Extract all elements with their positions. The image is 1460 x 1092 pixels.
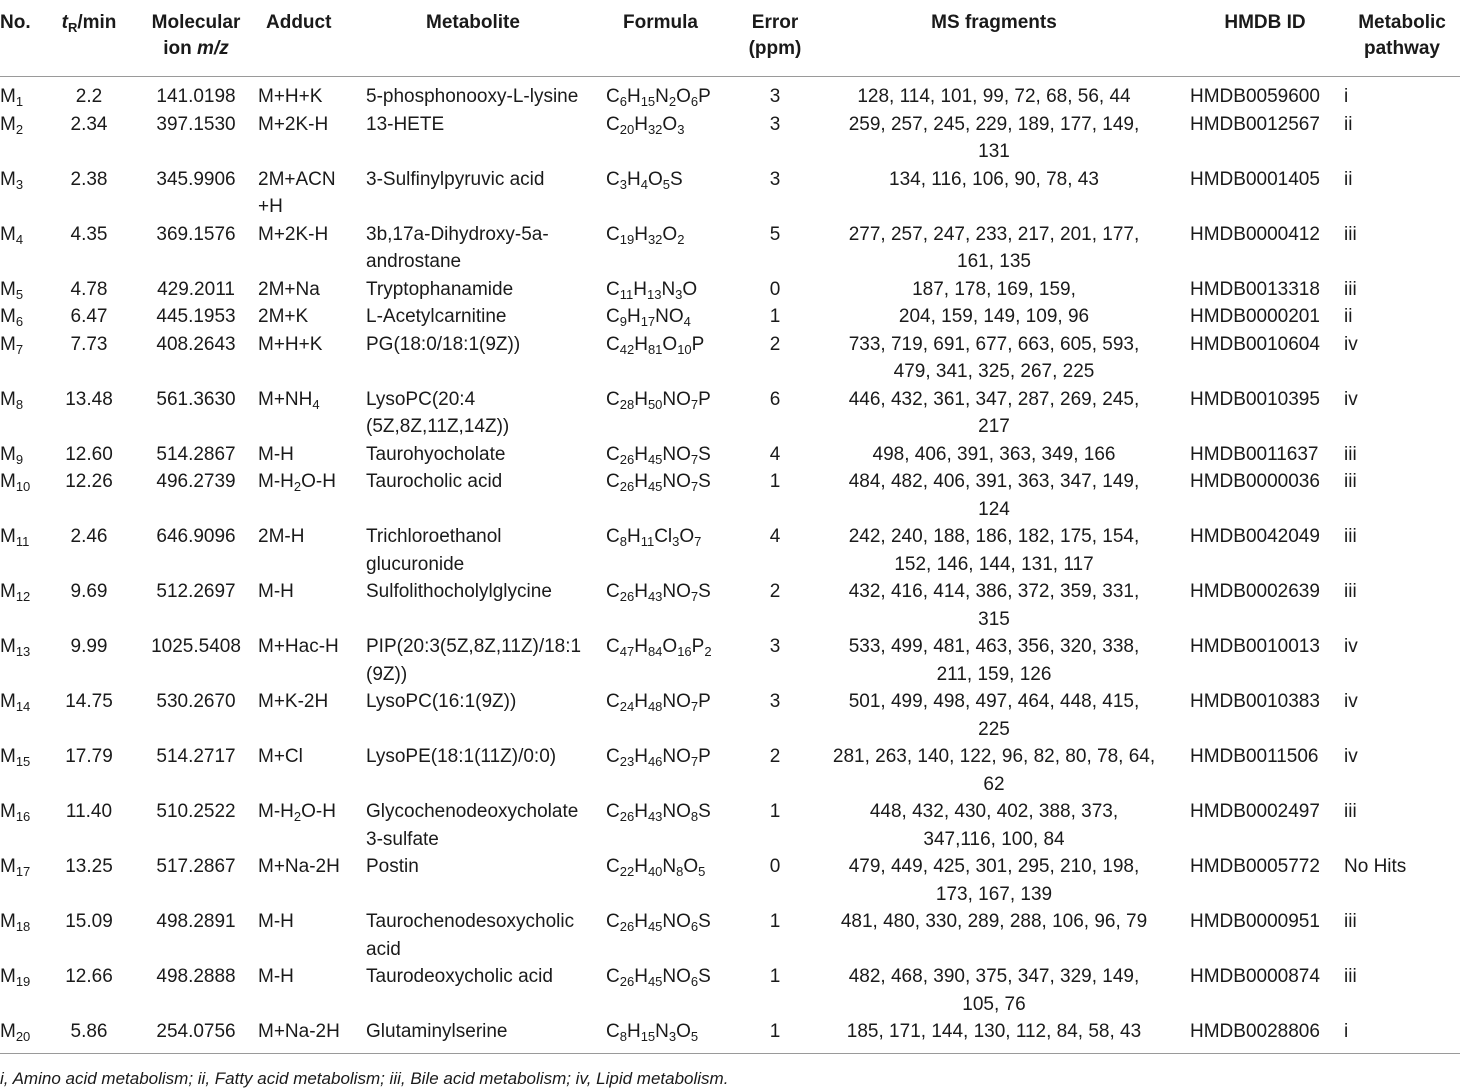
cell-ms-fragments: 204, 159, 149, 109, 96 [898,306,1090,327]
cell-adduct: 2M+K [258,306,309,327]
cell-hmdb-id: HMDB0000412 [1190,223,1320,245]
header-no: No. [0,12,31,33]
cell-hmdb-id: HMDB0010013 [1190,636,1320,657]
cell-adduct: $M-H_2O-H$ [258,471,336,494]
cell-error: 2 [769,333,781,355]
cell-metabolic-pathway: iii [1344,278,1357,300]
cell-adduct: $M-H_2O-H$ [258,801,336,824]
table-header [0,0,1460,77]
cell-error: 2 [769,581,781,602]
cell-adduct: M+Cl [258,746,303,767]
cell-metabolic-pathway: iii [1344,801,1357,822]
cell-metabolic-pathway: i [1344,86,1349,107]
cell-error: 1 [769,801,781,822]
cell-error: 1 [769,471,781,492]
header-hmdb-id: HMDB ID [1224,12,1306,33]
cell-error: 2 [769,746,781,767]
cell-retention-time: 12.26 [65,471,113,492]
cell-retention-time: 2.46 [70,526,108,547]
cell-ms-fragments: 277, 257, 247, 233, 217, 201, 177, 161, 135 [848,223,1140,272]
cell-hmdb-id: HMDB0010604 [1190,333,1320,355]
cell-formula: $C_{26}H_{43}NO_8S$ [606,801,711,824]
cell-ms-fragments: 482, 468, 390, 375, 347, 329, 149, 105, 76 [848,966,1140,1015]
cell-retention-time: 2.34 [70,113,108,135]
cell-hmdb-id: HMDB0001405 [1190,168,1320,190]
table-row [0,441,1460,469]
table-row [0,221,1460,276]
cell-metabolic-pathway: iv [1344,388,1358,410]
cell-hmdb-id: HMDB0010383 [1190,691,1320,712]
cell-molecular-ion: 530.2670 [156,691,236,712]
cell-metabolite: 5-phosphonooxy-L-lysine [366,86,579,107]
cell-ms-fragments: 242, 240, 188, 186, 182, 175, 154, 152, 146, 144, 131, 117 [848,526,1140,575]
cell-no: $M_9$ [0,443,24,467]
cell-formula: $C_8H_{15}N_3O_5$ [606,1021,699,1044]
table-row [0,963,1460,1018]
cell-metabolite: LysoPE(18:1(11Z)/0:0) [366,746,557,767]
cell-adduct: M-H [258,443,294,465]
cell-molecular-ion: 445.1953 [156,306,236,327]
cell-hmdb-id: HMDB0012567 [1190,113,1320,135]
cell-molecular-ion: 517.2867 [156,856,236,877]
cell-retention-time: 9.69 [70,581,108,602]
cell-molecular-ion: 141.0198 [156,86,236,107]
cell-ms-fragments: 446, 432, 361, 347, 287, 269, 245, 217 [848,388,1140,437]
cell-metabolite: Glycochenodeoxycholate 3-sulfate [366,801,579,850]
cell-retention-time: 7.73 [70,333,108,355]
cell-adduct: M+Hac-H [258,636,339,657]
cell-error: 4 [769,526,781,547]
cell-adduct: M+K-2H [258,691,329,712]
cell-error: 1 [769,966,781,987]
cell-error: 0 [769,278,781,300]
cell-metabolic-pathway: No Hits [1344,856,1407,877]
table-footnote: i, Amino acid metabolism; ii, Fatty acid metabolism; iii, Bile acid metabolism; iv, Lipid metabolism. [0,1069,729,1088]
cell-formula: $C_6H_{15}N_2O_6P$ [606,86,711,109]
table-row [0,688,1460,743]
cell-metabolite: L-Acetylcarnitine [366,306,507,327]
cell-hmdb-id: HMDB0005772 [1190,856,1320,877]
cell-hmdb-id: HMDB0000036 [1190,471,1320,492]
cell-formula: $C_{26}H_{45}NO_6S$ [606,966,711,989]
cell-hmdb-id: HMDB0059600 [1190,86,1320,107]
cell-molecular-ion: 496.2739 [156,471,236,492]
cell-ms-fragments: 259, 257, 245, 229, 189, 177, 149, 131 [848,113,1140,162]
cell-hmdb-id: HMDB0011506 [1190,746,1319,767]
cell-formula: $C_{23}H_{46}NO_7P$ [606,746,711,769]
cell-retention-time: 11.40 [65,801,113,822]
cell-ms-fragments: 281, 263, 140, 122, 96, 82, 80, 78, 64, 62 [832,746,1156,795]
cell-metabolic-pathway: iv [1344,746,1358,767]
cell-adduct: 2M-H [258,526,305,547]
cell-adduct: M+Na-2H [258,856,340,877]
cell-molecular-ion: 498.2891 [156,911,236,932]
header-error: Error (ppm) [748,12,802,59]
cell-no: $M_{16}$ [0,801,31,824]
table-row [0,743,1460,798]
cell-error: 3 [769,691,781,712]
cell-ms-fragments: 479, 449, 425, 301, 295, 210, 198, 173, 167, 139 [848,856,1140,905]
cell-metabolic-pathway: iv [1344,691,1358,712]
cell-adduct: 2M+Na [258,278,320,300]
cell-error: 3 [769,113,781,135]
cell-adduct: M+2K-H [258,223,329,245]
cell-molecular-ion: 254.0756 [156,1021,236,1042]
table-row [0,633,1460,688]
cell-metabolite: Postin [366,856,419,877]
cell-formula: $C_9H_{17}NO_4$ [606,306,691,329]
cell-formula: $C_{26}H_{45}NO_7S$ [606,443,711,467]
cell-formula: $C_{42}H_{81}O_{10}P$ [606,333,705,357]
cell-hmdb-id: HMDB0000951 [1190,911,1320,932]
cell-retention-time: 12.60 [65,443,113,465]
table-row [0,331,1460,386]
cell-retention-time: 14.75 [65,691,113,712]
header-ms-fragments: MS fragments [931,12,1057,33]
cell-error: 4 [769,443,781,465]
cell-formula: $C_{22}H_{40}N_8O_5$ [606,856,706,879]
cell-no: $M_1$ [0,86,24,109]
header-adduct: Adduct [266,12,332,33]
cell-no: $M_5$ [0,278,24,302]
cell-error: 6 [769,388,781,410]
table-row [0,1018,1460,1053]
cell-molecular-ion: 408.2643 [156,333,236,355]
cell-formula: $C_{26}H_{43}NO_7S$ [606,581,711,604]
cell-molecular-ion: 514.2867 [156,443,236,465]
cell-error: 3 [769,636,781,657]
cell-hmdb-id: HMDB0028806 [1190,1021,1320,1042]
cell-formula: $C_{24}H_{48}NO_7P$ [606,691,711,714]
table-row [0,908,1460,963]
cell-molecular-ion: 498.2888 [156,966,236,987]
cell-no: $M_{18}$ [0,911,31,934]
cell-ms-fragments: 733, 719, 691, 677, 663, 605, 593, 479, 341, 325, 267, 225 [848,333,1140,382]
cell-no: $M_3$ [0,168,24,192]
table-row [0,468,1460,523]
cell-ms-fragments: 432, 416, 414, 386, 372, 359, 331, 315 [848,581,1140,630]
cell-metabolite: Taurocholic acid [366,471,503,492]
cell-molecular-ion: 397.1530 [156,113,236,135]
cell-formula: $C_{28}H_{50}NO_7P$ [606,388,711,412]
cell-error: 1 [769,1021,781,1042]
cell-no: $M_6$ [0,306,24,329]
table-row [0,853,1460,908]
cell-hmdb-id: HMDB0010395 [1190,388,1320,410]
cell-metabolic-pathway: iii [1344,966,1357,987]
cell-no: $M_{17}$ [0,856,31,879]
cell-metabolite: LysoPC(16:1(9Z)) [366,691,517,712]
cell-molecular-ion: 510.2522 [156,801,236,822]
header-molecular-ion: Molecular ion m/z [151,12,241,59]
cell-retention-time: 17.79 [65,746,113,767]
cell-ms-fragments: 481, 480, 330, 289, 288, 106, 96, 79 [840,911,1148,932]
table-row [0,276,1460,304]
cell-hmdb-id: HMDB0042049 [1190,526,1320,547]
cell-metabolite: Tryptophanamide [366,278,514,300]
table-row [0,523,1460,578]
cell-no: $M_2$ [0,113,24,137]
cell-molecular-ion: 514.2717 [156,746,236,767]
cell-no: $M_7$ [0,333,24,357]
cell-adduct: M+H+K [258,86,323,107]
cell-metabolic-pathway: iv [1344,333,1358,355]
cell-no: $M_{19}$ [0,966,31,989]
cell-error: 0 [769,856,781,877]
cell-metabolite: PG(18:0/18:1(9Z)) [366,333,521,355]
cell-no: $M_{10}$ [0,471,31,494]
cell-formula: $C_{26}H_{45}NO_7S$ [606,471,711,494]
cell-metabolic-pathway: iii [1344,526,1357,547]
cell-no: $M_4$ [0,223,24,247]
cell-adduct: M+H+K [258,333,323,355]
cell-retention-time: 5.86 [70,1021,108,1042]
table-row [0,578,1460,633]
cell-formula: $C_3H_4O_5S$ [606,168,683,192]
cell-adduct: $M+NH_4$ [258,388,320,412]
cell-ms-fragments: 501, 499, 498, 497, 464, 448, 415, 225 [848,691,1140,740]
cell-no: $M_8$ [0,388,24,412]
cell-metabolic-pathway: iv [1344,636,1358,657]
cell-metabolic-pathway: iii [1344,443,1357,465]
cell-error: 1 [769,306,781,327]
cell-retention-time: 4.35 [70,223,108,245]
cell-no: $M_{20}$ [0,1021,31,1044]
cell-adduct: 2M+ACN +H [258,168,336,217]
cell-hmdb-id: HMDB0013318 [1190,278,1320,300]
table-body [0,77,1460,1054]
cell-metabolic-pathway: iii [1344,911,1357,932]
cell-metabolic-pathway: i [1344,1021,1349,1042]
cell-hmdb-id: HMDB0002497 [1190,801,1320,822]
table-row [0,77,1460,111]
cell-ms-fragments: 187, 178, 169, 159, [912,278,1076,300]
cell-no: $M_{15}$ [0,746,31,769]
cell-metabolite: Glutaminylserine [366,1021,508,1042]
cell-metabolite: Sulfolithocholylglycine [366,581,552,602]
cell-metabolite: PIP(20:3(5Z,8Z,11Z)/18:1 (9Z)) [366,636,582,685]
cell-molecular-ion: 369.1576 [156,223,236,245]
cell-ms-fragments: 498, 406, 391, 363, 349, 166 [872,443,1116,465]
cell-ms-fragments: 128, 114, 101, 99, 72, 68, 56, 44 [857,86,1131,107]
cell-metabolite: 13-HETE [366,113,445,135]
cell-metabolite: LysoPC(20:4 (5Z,8Z,11Z,14Z)) [366,388,510,437]
cell-formula: $C_{19}H_{32}O_2$ [606,223,685,247]
cell-molecular-ion: 429.2011 [157,278,235,300]
table-row [0,303,1460,331]
cell-metabolic-pathway: ii [1344,168,1353,190]
cell-no: $M_{14}$ [0,691,31,714]
cell-metabolic-pathway: iii [1344,471,1357,492]
cell-adduct: M-H [258,911,294,932]
cell-error: 3 [769,86,781,107]
cell-retention-time: 13.48 [65,388,113,410]
cell-formula: $C_8H_{11}Cl_3O_7$ [606,526,702,549]
cell-molecular-ion: 512.2697 [156,581,236,602]
cell-hmdb-id: HMDB0000874 [1190,966,1320,987]
cell-metabolic-pathway: ii [1344,113,1353,135]
cell-no: $M_{11}$ [0,526,30,549]
cell-ms-fragments: 533, 499, 481, 463, 356, 320, 338, 211, 159, 126 [848,636,1140,685]
cell-hmdb-id: HMDB0002639 [1190,581,1320,602]
cell-metabolic-pathway: ii [1344,306,1353,327]
cell-retention-time: 2.2 [75,86,103,107]
cell-formula: $C_{20}H_{32}O_3$ [606,113,685,137]
cell-error: 1 [769,911,781,932]
header-metabolite: Metabolite [426,12,520,33]
cell-metabolite: Taurodeoxycholic acid [366,966,553,987]
cell-formula: $C_{47}H_{84}O_{16}P_2$ [606,636,712,659]
cell-ms-fragments: 185, 171, 144, 130, 112, 84, 58, 43 [846,1021,1142,1042]
header-formula: Formula [623,12,698,33]
cell-adduct: M-H [258,966,294,987]
cell-molecular-ion: 646.9096 [156,526,236,547]
cell-hmdb-id: HMDB0011637 [1190,443,1319,465]
cell-retention-time: 9.99 [70,636,108,657]
cell-error: 3 [769,168,781,190]
cell-ms-fragments: 448, 432, 430, 402, 388, 373, 347,116, 100, 84 [869,801,1119,850]
header-retention-time: $t_R/\min$ [61,12,117,35]
cell-metabolite: Taurochenodesoxycholic acid [366,911,575,960]
cell-molecular-ion: 561.3630 [156,388,236,410]
cell-metabolite: Taurohyocholate [366,443,506,465]
header-metabolic-pathway: Metabolic pathway [1358,12,1446,59]
cell-no: $M_{13}$ [0,636,31,659]
cell-retention-time: 2.38 [70,168,108,190]
cell-ms-fragments: 484, 482, 406, 391, 363, 347, 149, 124 [848,471,1140,520]
cell-retention-time: 13.25 [65,856,113,877]
table-row [0,798,1460,853]
cell-error: 5 [769,223,781,245]
cell-metabolic-pathway: iii [1344,223,1357,245]
cell-retention-time: 6.47 [70,306,108,327]
cell-metabolic-pathway: iii [1344,581,1357,602]
cell-molecular-ion: 345.9906 [156,168,236,190]
cell-retention-time: 12.66 [65,966,113,987]
table-row [0,166,1460,221]
cell-retention-time: 4.78 [70,278,108,300]
cell-adduct: M+Na-2H [258,1021,340,1042]
cell-formula: $C_{11}H_{13}N_3O$ [606,278,698,302]
cell-no: $M_{12}$ [0,581,31,604]
cell-ms-fragments: 134, 116, 106, 90, 78, 43 [889,168,1099,190]
cell-adduct: M+2K-H [258,113,329,135]
cell-metabolite: 3-Sulfinylpyruvic acid [366,168,545,190]
cell-molecular-ion: 1025.5408 [151,636,241,657]
cell-adduct: M-H [258,581,294,602]
table-row [0,386,1460,441]
cell-metabolite: Trichloroethanol glucuronide [366,526,502,575]
cell-metabolite: 3b,17a-Dihydroxy-5a- androstane [366,223,549,272]
table-row [0,111,1460,166]
cell-retention-time: 15.09 [65,911,113,932]
cell-formula: $C_{26}H_{45}NO_6S$ [606,911,711,934]
cell-hmdb-id: HMDB0000201 [1190,306,1320,327]
